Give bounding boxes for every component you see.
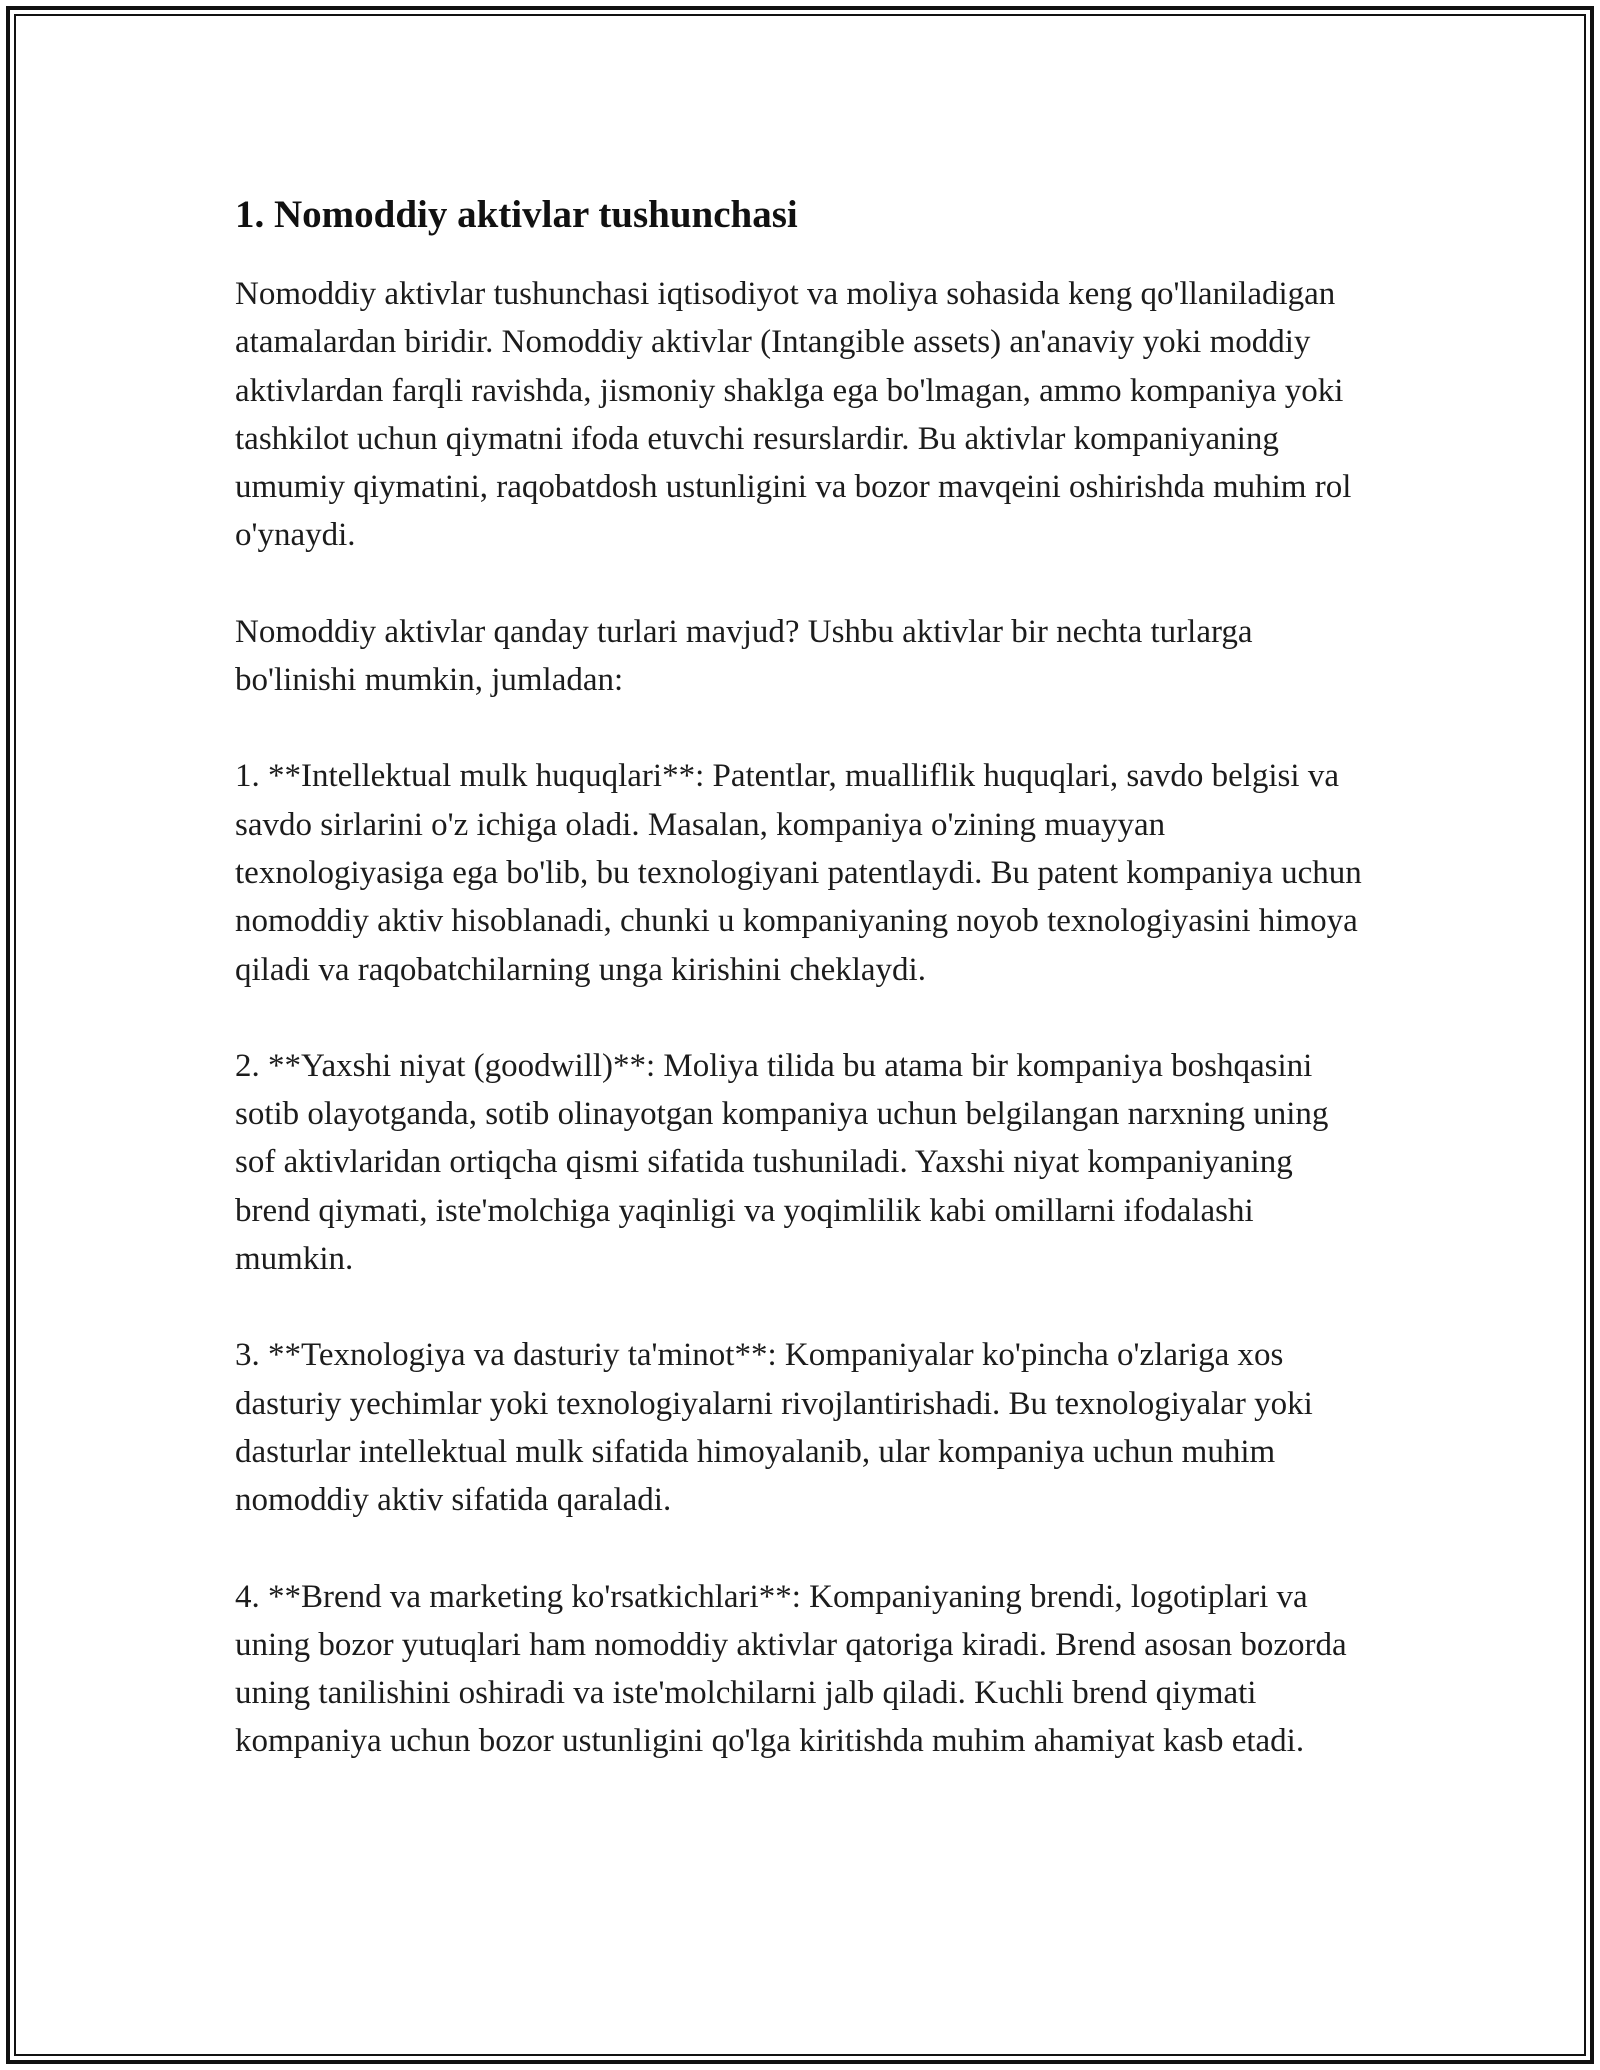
section-heading: 1. Nomoddiy aktivlar tushunchasi: [235, 193, 798, 236]
paragraph-item-4: 4. **Brend va marketing ko'rsatkichlari**: Kompaniyaning brendi, logotiplari va uning bozor yutuqlari ham nomoddiy aktivlar qatoriga kiradi. Brend asosan bozorda uning tanilishini oshiradi va iste'molchilarni jalb qiladi. Kuchli brend qiymati kompaniya uchun bozor ustunligini qo'lga kiritishda muhim ahamiyat kasb etadi.: [235, 1578, 1347, 1760]
document-body: [235, 180, 1375, 1814]
paragraph-item-2: 2. **Yaxshi niyat (goodwill)**: Moliya tilida bu atama bir kompaniya boshqasini sotib olayotganda, sotib olinayotgan kompaniya uchun belgilangan narxning uning sof aktivlaridan ortiqcha qismi sifatida tushuniladi. Yaxshi niyat kompaniyaning brend qiymati, iste'molchiga yaqinligi va yoqimlilik kabi omillarni ifodalashi mumkin.: [235, 1047, 1329, 1278]
paragraph-intro: Nomoddiy aktivlar tushunchasi iqtisodiyot va moliya sohasida keng qo'llaniladigan atamalardan biridir. Nomoddiy aktivlar (Intangible assets) an'anaviy yoki moddiy aktivlardan farqli ravishda, jismoniy shaklga ega bo'lmagan, ammo kompaniya yoki tashkilot uchun qiymatni ifoda etuvchi resurslardir. Bu aktivlar kompaniyaning umumiy qiymatini, raqobatdosh ustunligini va bozor mavqeini oshirishda muhim rol o'ynaydi.: [235, 276, 1352, 554]
paragraph-types: Nomoddiy aktivlar qanday turlari mavjud? Ushbu aktivlar bir nechta turlarga bo'linishi mumkin, jumladan:: [235, 613, 1253, 699]
paragraph-item-1: 1. **Intellektual mulk huquqlari**: Patentlar, mualliflik huquqlari, savdo belgisi va savdo sirlarini o'z ichiga oladi. Masalan, kompaniya o'zining muayyan texnologiyasiga ega bo'lib, bu texnologiyani patentlaydi. Bu patent kompaniya uchun nomoddiy aktiv hisoblanadi, chunki u kompaniyaning noyob texnologiyasini himoya qiladi va raqobatchilarning unga kirishini cheklaydi.: [235, 758, 1362, 988]
paragraph-item-3: 3. **Texnologiya va dasturiy ta'minot**: Kompaniyalar ko'pincha o'zlariga xos dasturiy yechimlar yoki texnologiyalarni rivojlantirishadi. Bu texnologiyalar yoki dasturlar intellektual mulk sifatida himoyalanib, ular kompaniya uchun muhim nomoddiy aktiv sifatida qaraladi.: [235, 1337, 1313, 1519]
